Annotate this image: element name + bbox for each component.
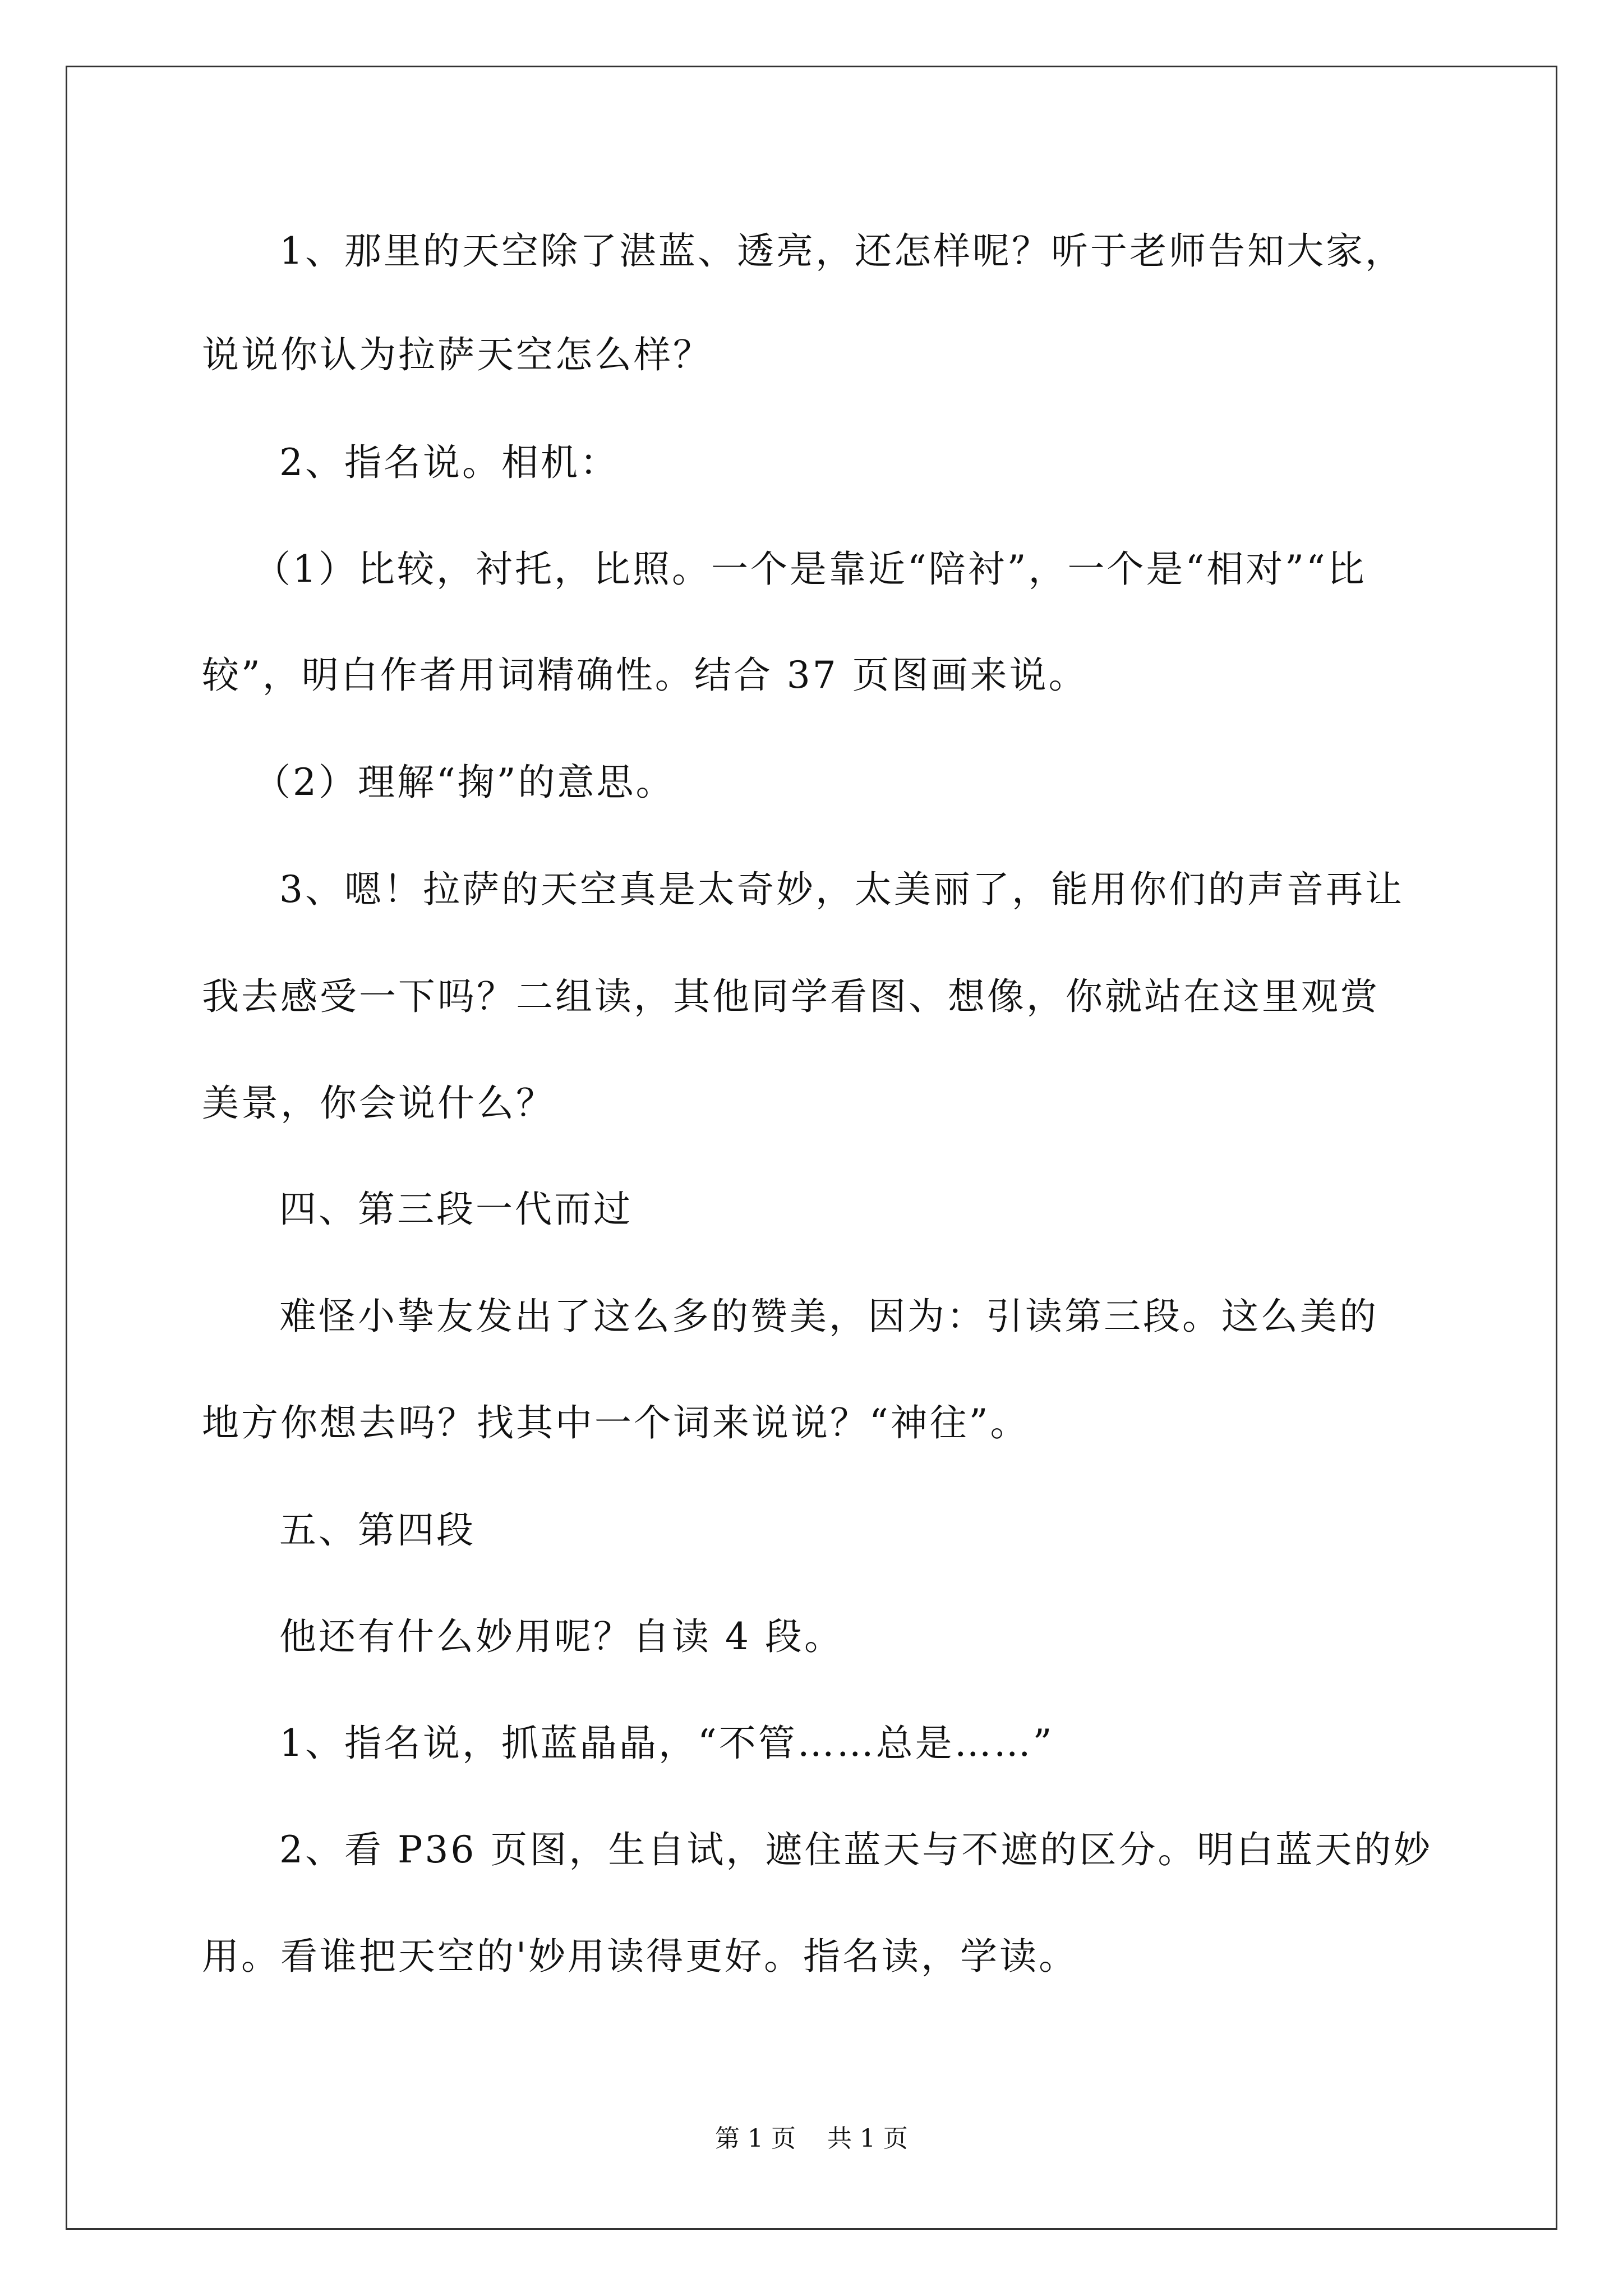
paragraph-line: 我去感受一下吗？二组读，其他同学看图、想像，你就站在这里观赏 bbox=[202, 975, 1380, 1018]
paragraph-line: 2、指名说。相机： bbox=[279, 441, 619, 484]
page-frame bbox=[66, 66, 1557, 2230]
paragraph-line: 难怪小挚友发出了这么多的赞美，因为：引读第三段。这么美的 bbox=[279, 1295, 1378, 1338]
paragraph-line: （2）理解“掬”的意思。 bbox=[253, 761, 675, 804]
paragraph-line: 用。看谁把天空的'妙用读得更好。指名读，学读。 bbox=[202, 1935, 1078, 1978]
paragraph-line: 1、指名说，抓蓝晶晶，“不管……总是……” bbox=[279, 1722, 1054, 1765]
paragraph-line: 1、那里的天空除了湛蓝、透亮，还怎样呢？听于老师告知大家， bbox=[279, 229, 1404, 273]
paragraph-line: （1）比较，衬托，比照。一个是靠近“陪衬”，一个是“相对”“比 bbox=[253, 547, 1367, 591]
section-heading: 四、第三段一代而过 bbox=[279, 1188, 633, 1231]
paragraph-line: 他还有什么妙用呢？自读 4 段。 bbox=[279, 1615, 843, 1658]
page-number-footer: 第 1 页 共 1 页 bbox=[715, 2124, 908, 2153]
paragraph-line: 3、嗯！拉萨的天空真是太奇妙，太美丽了，能用你们的声音再让 bbox=[279, 868, 1404, 911]
paragraph-line: 2、看 P36 页图，生自试，遮住蓝天与不遮的区分。明白蓝天的妙 bbox=[279, 1828, 1433, 1871]
section-heading: 五、第四段 bbox=[279, 1508, 476, 1552]
paragraph-line: 说说你认为拉萨天空怎么样？ bbox=[202, 333, 712, 376]
paragraph-line: 美景，你会说什么？ bbox=[202, 1082, 555, 1125]
paragraph-line: 地方你想去吗？找其中一个词来说说？“神往”。 bbox=[202, 1401, 1030, 1444]
paragraph-line: 较”，明白作者用词精确性。结合 37 页图画来说。 bbox=[202, 654, 1088, 697]
